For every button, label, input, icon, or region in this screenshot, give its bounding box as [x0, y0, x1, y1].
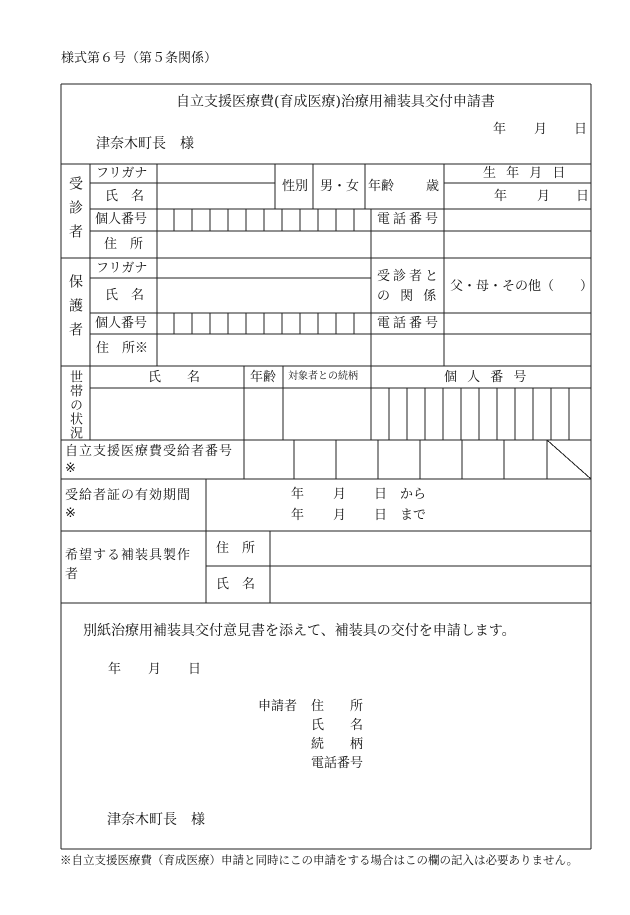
patient-birthdate-label: 生 年 月 日: [483, 166, 569, 181]
guardian-section-label: 保護者: [67, 274, 83, 346]
date-day: 日: [574, 122, 588, 137]
validity-mark: ※: [65, 506, 76, 521]
recipient-number-mark: ※: [65, 461, 76, 476]
applicant-address-label: 住 所: [311, 699, 364, 714]
date-month: 月: [534, 122, 548, 137]
patient-phone-label: 電話番号: [377, 212, 442, 227]
sign-date-year: 年: [108, 662, 122, 677]
declaration-text: 別紙治療用補装具交付意見書を添えて、補装具の交付を申請します。: [83, 623, 516, 639]
guardian-name-label: 氏 名: [105, 288, 145, 303]
patient-furigana-label: フリガナ: [96, 166, 148, 181]
household-relation-header: 対象者との続柄: [288, 371, 358, 382]
guardian-address-label: 住 所※: [96, 341, 149, 356]
guardian-relation-label-2: の 関 係: [377, 289, 440, 304]
validity-until-day: 日: [374, 508, 388, 523]
patient-section-label: 受診者: [67, 176, 83, 248]
household-id-header: 個 人 番 号: [444, 370, 530, 385]
patient-id-label: 個人番号: [95, 212, 148, 227]
validity-label: 受給者証の有効期間: [65, 488, 192, 503]
guardian-id-label: 個人番号: [95, 316, 148, 331]
validity-from-day: 日: [374, 487, 388, 502]
patient-address-label: 住 所: [104, 237, 144, 252]
footnote: ※自立支援医療費（育成医療）申請と同時にこの申請をする場合はこの欄の記入は必要ありません。: [60, 853, 579, 867]
maker-label-2: 者: [65, 567, 79, 582]
form-number: 様式第６号（第５条関係）: [61, 51, 218, 66]
applicant-name-label: 氏 名: [311, 718, 364, 733]
applicant-label: 申請者: [258, 699, 298, 714]
sign-date-month: 月: [148, 662, 162, 677]
patient-name-label: 氏 名: [105, 189, 145, 204]
patient-birth-year: 年: [494, 189, 508, 204]
patient-age-label: 年齢: [368, 179, 395, 194]
patient-sex-label: 性別: [282, 179, 309, 194]
maker-name-label: 氏 名: [216, 577, 256, 592]
guardian-furigana-label: フリガナ: [96, 261, 148, 276]
validity-from-year: 年: [291, 487, 305, 502]
validity-until-year: 年: [291, 508, 305, 523]
guardian-phone-label: 電話番号: [377, 316, 442, 331]
validity-until-month: 月: [333, 508, 347, 523]
patient-age-unit: 歳: [426, 179, 440, 194]
maker-label-1: 希望する補装具製作: [65, 548, 192, 563]
patient-birth-month: 月: [537, 189, 551, 204]
guardian-relation-options[interactable]: 父・母・その他（ ）: [450, 279, 594, 294]
addressee-bottom: 津奈木町長 様: [107, 812, 205, 828]
patient-birth-day: 日: [576, 189, 590, 204]
recipient-number-label: 自立支援医療費受給者番号: [65, 444, 234, 459]
guardian-relation-label-1: 受診者と: [377, 269, 442, 284]
sign-date-day: 日: [188, 662, 202, 677]
validity-from-text: から: [400, 487, 427, 502]
patient-sex-options[interactable]: 男・女: [320, 179, 360, 194]
form-title: 自立支援医療費(育成医療)治療用補装具交付申請書: [176, 94, 495, 110]
household-age-header: 年齢: [250, 370, 277, 385]
household-section-label: 世帯の状況: [67, 370, 82, 440]
validity-from-month: 月: [333, 487, 347, 502]
household-name-header: 氏 名: [148, 370, 201, 385]
maker-address-label: 住 所: [216, 541, 256, 556]
validity-until-text: まで: [400, 508, 427, 523]
date-year: 年: [493, 122, 507, 137]
addressee: 津奈木町長 様: [96, 136, 194, 152]
applicant-phone-label: 電話番号: [311, 756, 364, 771]
applicant-relation-label: 続 柄: [311, 737, 364, 752]
